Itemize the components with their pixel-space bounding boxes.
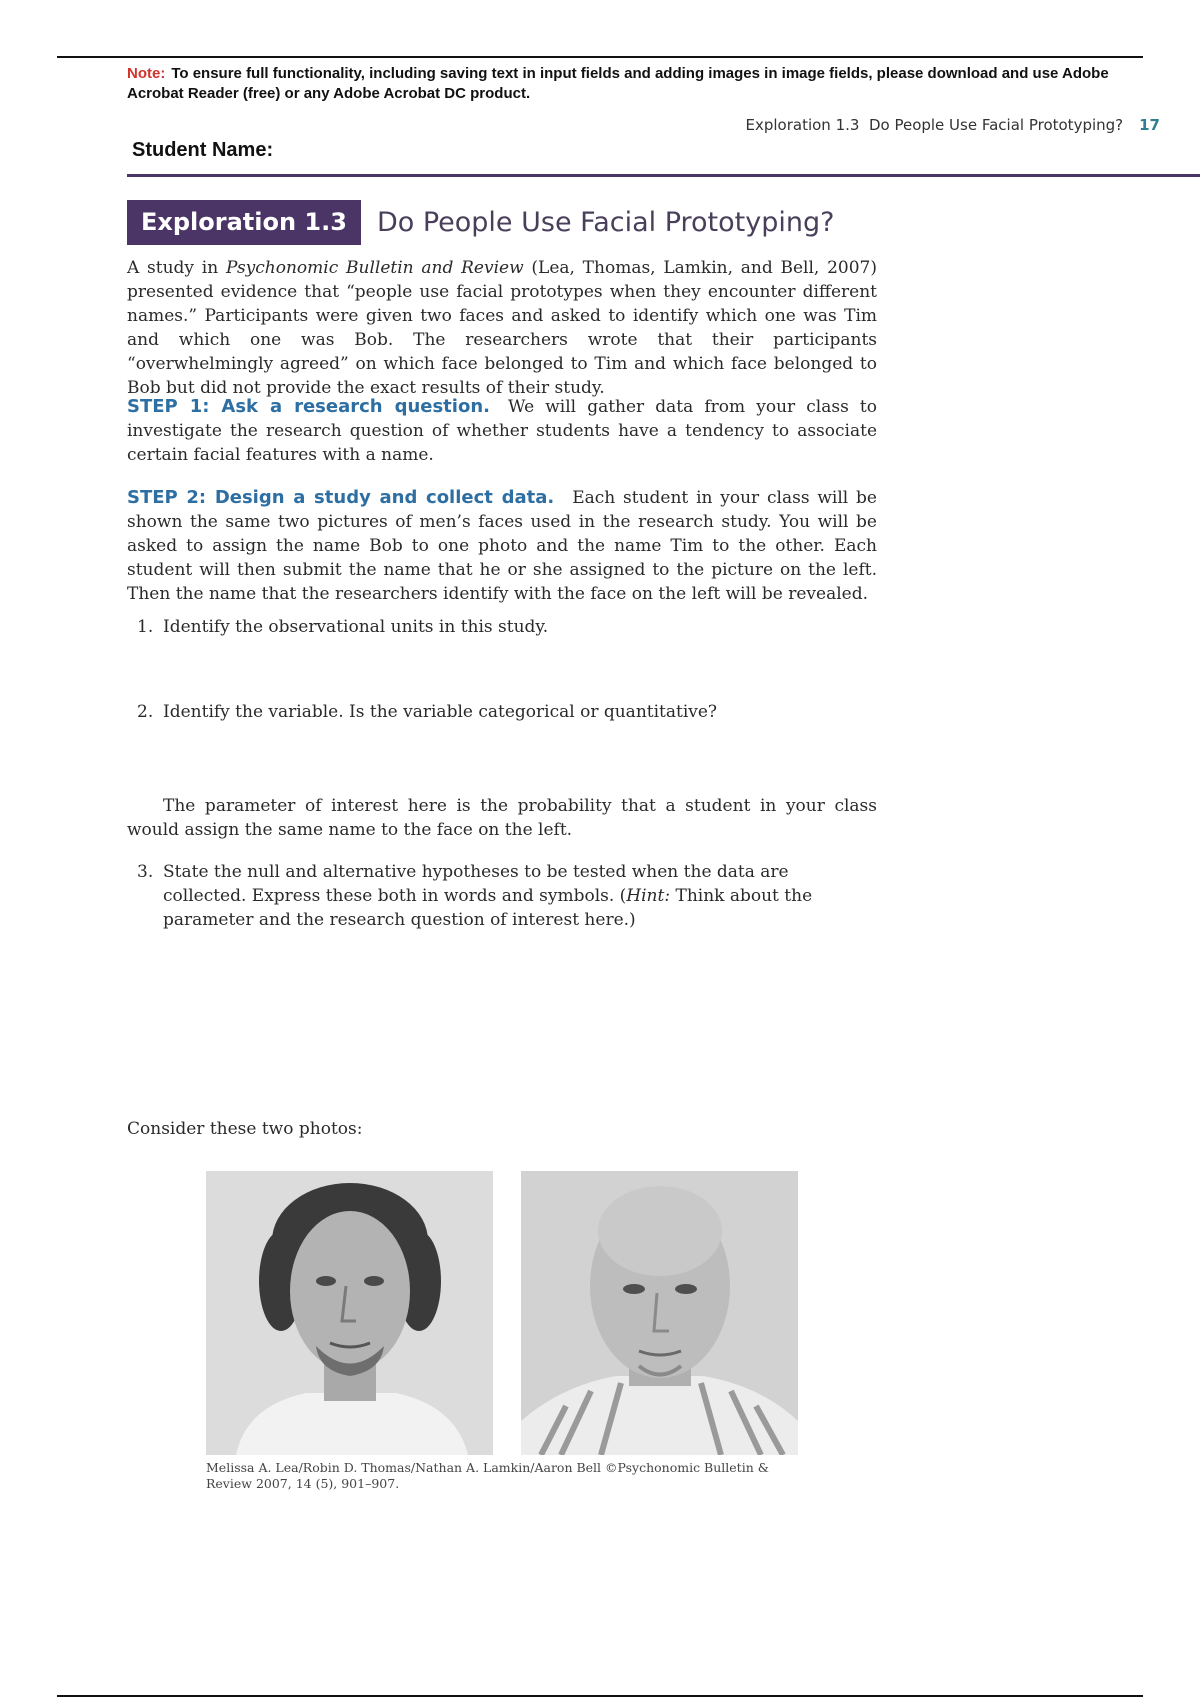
intro-post: (Lea, Thomas, Lamkin, and Bell, 2007) presented evidence that “people use facial prototypes when they encounter different names.” Participants were given two faces and asked to identify which one was Tim and which one was Bob. The researchers wrote that their participants “overwhelmingly agreed” on which face belonged to Tim and which face belonged to Bob but did not provide the exact results of their study. [127, 258, 877, 398]
intro-paragraph [127, 256, 877, 400]
question-2 [137, 700, 877, 724]
exploration-badge: Exploration 1.3 [127, 200, 361, 245]
question-text: Identify the observational units in this study. [163, 617, 549, 637]
step2-label: STEP 2: Design a study and collect data. [127, 487, 555, 508]
exploration-heading [127, 200, 834, 245]
face-illustration-left [206, 1171, 493, 1455]
photo-right-face [521, 1171, 798, 1455]
running-title: Exploration 1.3 Do People Use Facial Prototyping? [745, 116, 1124, 134]
header-divider [127, 174, 1200, 177]
student-name-label: Student Name: [132, 139, 274, 161]
running-header [745, 116, 1160, 134]
photo-credit: Melissa A. Lea/Robin D. Thomas/Nathan A. Lamkin/Aaron Bell ©Psychonomic Bulletin & Review 2007, 14 (5), 901–907. [206, 1460, 769, 1491]
hint-label: Hint: [626, 886, 671, 906]
parameter-paragraph [127, 794, 877, 842]
photo-left-face [206, 1171, 493, 1455]
page-number: 17 [1139, 116, 1160, 134]
journal-name: Psychonomic Bulletin and Review [225, 258, 524, 278]
note-text: To ensure full functionality, including saving text in input fields and adding images in image fields, please download and use Adobe Acrobat Reader (free) or any Adobe Acrobat DC product. [127, 65, 1109, 102]
bottom-rule [57, 1695, 1143, 1697]
question-3 [137, 860, 857, 932]
question-text-post: Think about the parameter and the research question of interest here.) [163, 886, 813, 930]
step2-paragraph [127, 486, 877, 606]
question-text: Identify the variable. Is the variable categorical or quantitative? [163, 702, 718, 722]
consider-text: Consider these two photos: [127, 1119, 363, 1139]
intro-pre: A study in [127, 258, 226, 278]
question-text [163, 860, 857, 932]
question-number: 1. [137, 617, 154, 637]
question-1 [137, 615, 877, 639]
top-rule [57, 56, 1143, 58]
acrobat-note [127, 64, 1167, 104]
step2-text: Each student in your class will be shown the same two pictures of men’s faces used in the research study. You will be asked to assign the name Bob to one photo and the name Tim to the other. Each student will then submit the name that he or she assigned to the picture on the left. Then the name that the researchers identify with the face on the left will be revealed. [127, 488, 877, 604]
parameter-text: The parameter of interest here is the probability that a student in your class would assign the same name to the face on the left. [127, 796, 877, 840]
question-number: 3. [137, 862, 154, 882]
note-label: Note: [127, 65, 166, 82]
step1-text: We will gather data from your class to investigate the research question of whether students have a tendency to associate certain facial features with a name. [127, 397, 877, 465]
step1-paragraph [127, 395, 877, 467]
step1-label: STEP 1: Ask a research question. [127, 396, 490, 417]
question-text-pre: State the null and alternative hypotheses to be tested when the data are collected. Express these both in words and symbols. ( [163, 862, 789, 906]
question-number: 2. [137, 702, 154, 722]
exploration-title: Do People Use Facial Prototyping? [376, 207, 835, 238]
face-illustration-right [521, 1171, 798, 1455]
